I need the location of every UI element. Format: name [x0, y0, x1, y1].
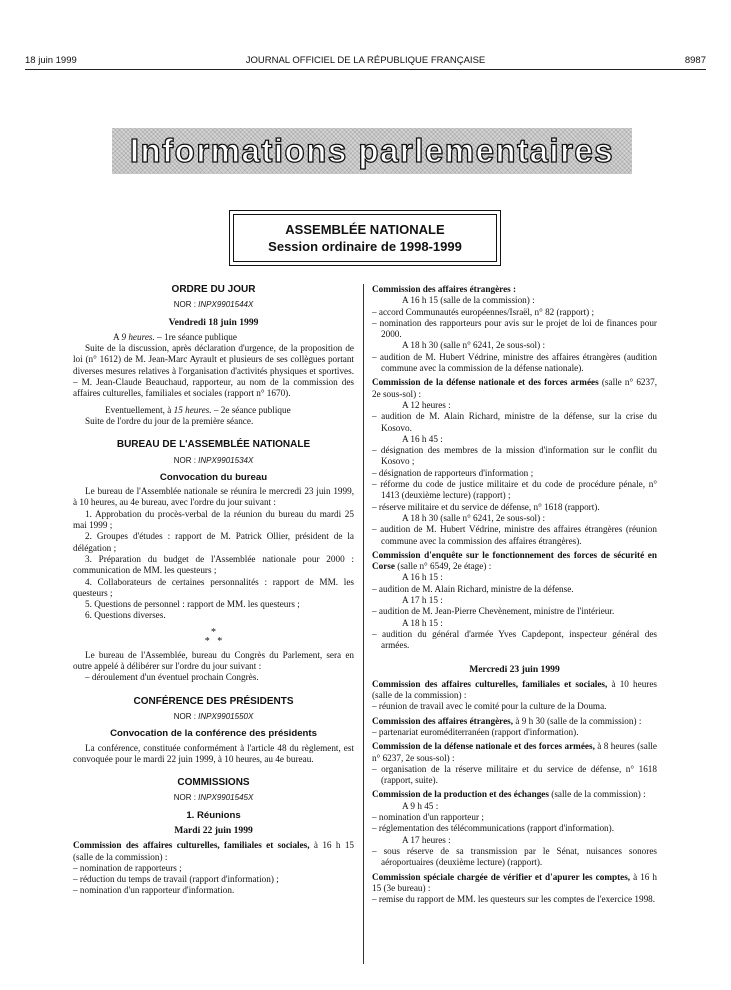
session-time: A 17 h 15 : — [402, 595, 443, 606]
section-subtitle: Convocation de la conférence des présidents — [110, 728, 317, 740]
assembly-box — [233, 214, 497, 262]
list-item: – audition de M. Hubert Védrine, ministre des affaires étrangères (audition commune avec la commission de la défense nationale). — [372, 351, 657, 374]
agenda-list — [372, 764, 657, 787]
list-item: – audition de M. Jean-Pierre Chevènement, ministre de l'intérieur. — [372, 606, 615, 617]
section-banner — [112, 128, 632, 174]
commission-heading: Commission de la défense nationale et des forces armées (salle n° 6237, 2e sous-sol) : — [372, 377, 658, 399]
agenda-list — [372, 629, 657, 652]
list-item: – audition de M. Alain Richard, ministre de la défense. — [372, 583, 574, 594]
session-name: Session ordinaire de 1998-1999 — [268, 239, 462, 254]
header-rule — [25, 69, 706, 70]
list-item: – réforme du code de justice militaire et du code de procédure pénale, n° 1413 (deuxième lecture) (rapport) ; — [372, 479, 657, 501]
commission-heading: Commission de la défense nationale et des forces armées, à 8 heures (salle n° 6237, 2e sous-sol) : — [372, 741, 658, 763]
agenda-list — [372, 445, 657, 513]
header-date: 18 juin 1999 — [25, 55, 77, 66]
session-time: A 12 heures : — [402, 399, 451, 410]
agenda-list — [73, 509, 354, 622]
header-journal-title: JOURNAL OFFICIEL DE LA RÉPUBLIQUE FRANÇAISE — [245, 55, 486, 66]
nor-reference: NOR : INPX9901534X — [173, 455, 254, 465]
agenda-list — [372, 584, 657, 595]
nor-reference: NOR : INPX9901544X — [173, 300, 254, 310]
section-title: COMMISSIONS — [177, 777, 250, 789]
list-item: 5. Questions de personnel : rapport de MM. les questeurs ; — [85, 599, 300, 610]
list-item: – audition du général d'armée Yves Capdepont, inspecteur général des armées. — [372, 628, 657, 651]
commission-heading: Commission de la production et des échanges (salle de la commission) : — [372, 789, 646, 800]
list-item: 1. Approbation du procès-verbal de la réunion du bureau du mardi 25 mai 1999 ; — [73, 508, 354, 531]
agenda-list — [372, 894, 657, 905]
list-item: – réunion de travail avec le comité pour la culture de la Douma. — [372, 701, 607, 712]
agenda-list — [372, 524, 657, 547]
agenda-list — [372, 606, 657, 617]
nor-reference: NOR : INPX9901550X — [173, 711, 254, 721]
paragraph: – déroulement d'un éventuel prochain Congrès. — [85, 672, 259, 683]
commission-heading: Commission des affaires étrangères : — [372, 284, 517, 294]
list-item: – nomination d'un rapporteur d'information. — [73, 885, 235, 896]
paragraph: Suite de l'ordre du jour de la première séance. — [85, 415, 254, 426]
commission-heading: Commission des affaires culturelles, familiales et sociales, à 16 h 15 (salle de la commission) : — [73, 840, 355, 862]
list-item: – désignation des membres de la mission d'information sur le conflit du Kosovo ; — [372, 445, 657, 467]
left-column — [73, 284, 354, 897]
list-item: – audition de M. Hubert Védrine, ministre des affaires étrangères (réunion commune avec la commission des affaires étrangères). — [372, 524, 657, 546]
section-title: CONFÉRENCE DES PRÉSIDENTS — [133, 695, 294, 707]
commission-heading: Commission des affaires culturelles, familiales et sociales, à 10 heures (salle de la commission) : — [372, 678, 658, 701]
list-item: – accord Communautés européennes/Israël, n° 82 (rapport) ; — [372, 306, 595, 317]
section-day: Mercredi 23 juin 1999 — [469, 663, 560, 675]
section-day: Mardi 22 juin 1999 — [174, 824, 253, 836]
agenda-list — [372, 352, 657, 375]
asterism: * * * — [204, 626, 223, 647]
page-header — [25, 55, 706, 69]
agenda-list — [372, 701, 657, 712]
section-title: ORDRE DU JOUR — [171, 284, 256, 295]
section-subtitle: 1. Réunions — [186, 809, 241, 821]
agenda-list — [73, 863, 354, 897]
list-item: 2. Groupes d'études : rapport de M. Patrick Ollier, président de la délégation ; — [73, 531, 354, 553]
session-time: A 18 h 30 (salle n° 6241, 2e sous-sol) : — [402, 340, 546, 351]
paragraph: La conférence, constituée conformément à l'article 48 du règlement, est convoquée pour le mardi 22 juin 1999, à 10 heures, au 4e bureau. — [73, 742, 354, 764]
section-subtitle: Convocation du bureau — [159, 471, 268, 483]
banner-title: Informations parlementaires — [129, 132, 615, 169]
paragraph: Eventuellement, à 15 heures. – 2e séance publique — [105, 404, 291, 415]
section-day: Vendredi 18 juin 1999 — [168, 316, 259, 328]
agenda-list — [372, 411, 657, 434]
list-item: – désignation de rapporteurs d'information ; — [372, 467, 534, 478]
nor-reference: NOR : INPX9901545X — [173, 793, 254, 803]
agenda-list — [372, 727, 657, 738]
header-page-number: 8987 — [684, 55, 706, 66]
commission-heading: Commission spéciale chargée de vérifier et d'apurer les comptes, à 16 h 15 (3e bureau) : — [372, 871, 657, 893]
right-column — [372, 284, 657, 905]
agenda-list — [372, 812, 657, 835]
column-divider — [363, 284, 364, 964]
commission-heading: Commission d'enquête sur le fonctionnement des forces de sécurité en Corse (salle n° 6549, 2e étage) : — [372, 549, 657, 572]
list-item: – nomination de rapporteurs ; — [73, 862, 182, 873]
list-item: 6. Questions diverses. — [85, 610, 166, 621]
session-time: A 17 heures : — [402, 834, 451, 845]
agenda-list — [372, 846, 657, 869]
list-item: – nomination des rapporteurs pour avis sur le projet de loi de finances pour 2000. — [372, 317, 657, 340]
section-title: BUREAU DE L'ASSEMBLÉE NATIONALE — [116, 439, 311, 451]
session-time: A 9 heures. – 1re séance publique — [113, 331, 237, 342]
list-item: – nomination d'un rapporteur ; — [372, 812, 484, 823]
list-item: 4. Collaborateurs de certaines personnalités : rapport de MM. les questeurs ; — [73, 576, 354, 598]
session-time: A 16 h 45 : — [402, 433, 443, 444]
session-time: A 18 h 30 (salle n° 6241, 2e sous-sol) : — [402, 512, 546, 523]
list-item: 3. Préparation du budget de l'Assemblée nationale pour 2000 : communication de MM. les questeurs ; — [73, 553, 354, 576]
session-time: A 9 h 45 : — [402, 800, 439, 811]
list-item: – réserve militaire et du service de défense, n° 1618 (rapport). — [372, 501, 600, 512]
list-item: – sous réserve de sa transmission par le Sénat, nuisances sonores aéroportuaires (deuxième lecture) (rapport). — [372, 845, 657, 868]
paragraph: Le bureau de l'Assemblée, bureau du Congrès du Parlement, sera en outre appelé à délibérer sur l'ordre du jour suivant : — [73, 649, 354, 672]
session-time: A 16 h 15 (salle de la commission) : — [402, 295, 535, 306]
paragraph: Suite de la discussion, après déclaration d'urgence, de la proposition de loi (n° 1612) de M. Jean-Marc Ayrault et plusieurs de ses collègues portant diverses mesures relatives à l'organisation d'activités physiques et sportives. – M. Jean-Claude Beauchaud, rapporteur, au nom de la commission des affaires culturelles, familiales et sociales (rapport n° 1670). — [73, 343, 354, 399]
commission-heading: Commission des affaires étrangères, à 9 h 30 (salle de la commission) : — [372, 715, 642, 726]
list-item: – remise du rapport de MM. les questeurs sur les comptes de l'exercice 1998. — [372, 894, 656, 905]
session-time: A 18 h 15 : — [402, 617, 443, 628]
session-time: A 16 h 15 : — [402, 572, 443, 583]
list-item: – audition de M. Alain Richard, ministre de la défense, sur la crise du Kosovo. — [372, 411, 657, 433]
list-item: – réduction du temps de travail (rapport d'information) ; — [73, 874, 279, 885]
list-item: – réglementation des télécommunications (rapport d'information). — [372, 823, 614, 834]
list-item: – partenariat euroméditerranéen (rapport d'information). — [372, 726, 579, 737]
list-item: – organisation de la réserve militaire et du service de défense, n° 1618 (rapport, suite). — [372, 763, 657, 786]
agenda-list — [372, 307, 657, 341]
paragraph: Le bureau de l'Assemblée nationale se réunira le mercredi 23 juin 1999, à 10 heures, au 4e bureau, avec l'ordre du jour suivant : — [73, 486, 354, 508]
assembly-name: ASSEMBLÉE NATIONALE — [285, 222, 445, 237]
